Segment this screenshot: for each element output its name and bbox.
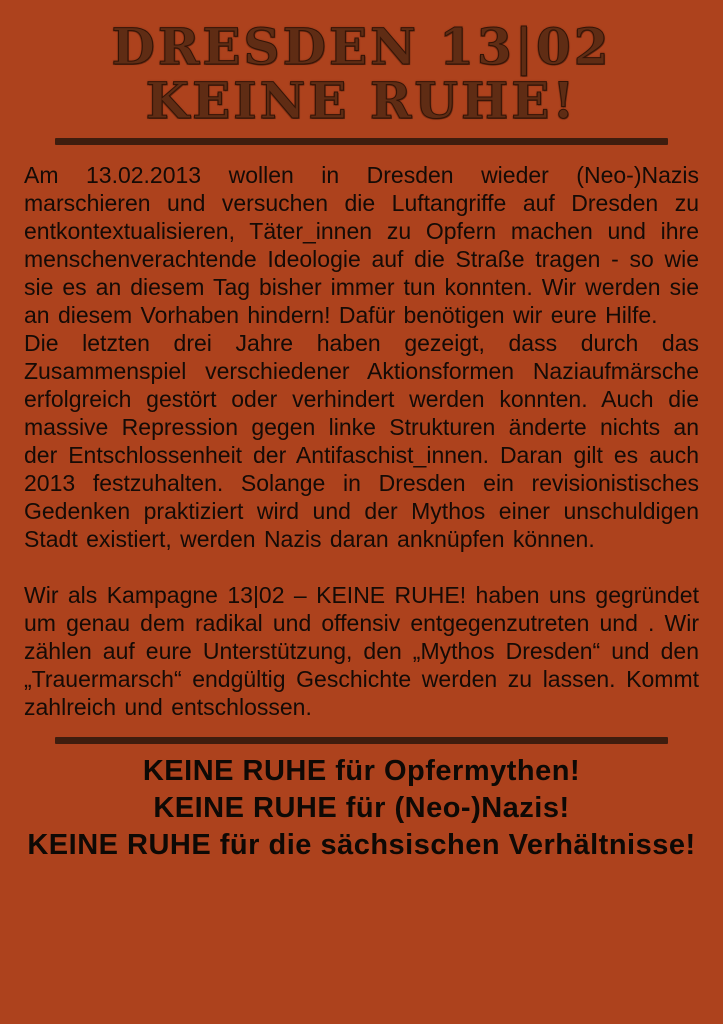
title-line-1: DRESDEN 13|02 [111,17,612,76]
bottom-divider [55,737,668,744]
slogan-neo-nazis: KEINE RUHE für (Neo-)Nazis! [153,792,570,824]
poster-body [0,161,723,721]
poster-header [0,0,723,128]
top-divider [55,138,668,145]
slogan-opfermythen: KEINE RUHE für Opfermythen! [142,755,581,787]
body-paragraph-1: Am 13.02.2013 wollen in Dresden wieder (Neo-)Nazis marschieren und versuchen die Luftangriffe auf Dresden zu entkontextualisieren, Täter_innen zu Opfern machen und ihre menschenverachtende Ideologie auf die Straße tragen - so wie sie es an diesem Tag bisher immer tun konnten. Wir werden sie an diesem Vorhaben hindern! Dafür benötigen wir eure Hilfe. [24,162,699,328]
body-paragraph-2: Die letzten drei Jahre haben gezeigt, dass durch das Zusammenspiel verschiedener Aktionsformen Naziaufmärsche erfolgreich gestört oder verhindert werden konnten. Auch die massive Repression gegen linke Strukturen änderte nichts an der Entschlossenheit der Antifaschist_innen. Daran gilt es auch 2013 festzuhalten. Solange in Dresden ein revisionistisches Gedenken praktiziert wird und der Mythos einer unschuldigen Stadt existiert, werden Nazis daran anknüpfen können. [24,330,699,552]
slogans-block [0,753,723,864]
title-line-2: KEINE RUHE! [145,71,578,130]
slogan-saechsische-verhaeltnisse: KEINE RUHE für die sächsischen Verhältnisse! [27,829,696,861]
body-paragraph-3: Wir als Kampagne 13|02 – KEINE RUHE! haben uns gegründet um genau dem radikal und offensiv entgegenzutreten und . Wir zählen auf eure Unterstützung, den „Mythos Dresden“ und den „Trauermarsch“ endgültig Geschichte werden zu lassen. Kommt zahlreich und entschlossen. [24,582,699,720]
